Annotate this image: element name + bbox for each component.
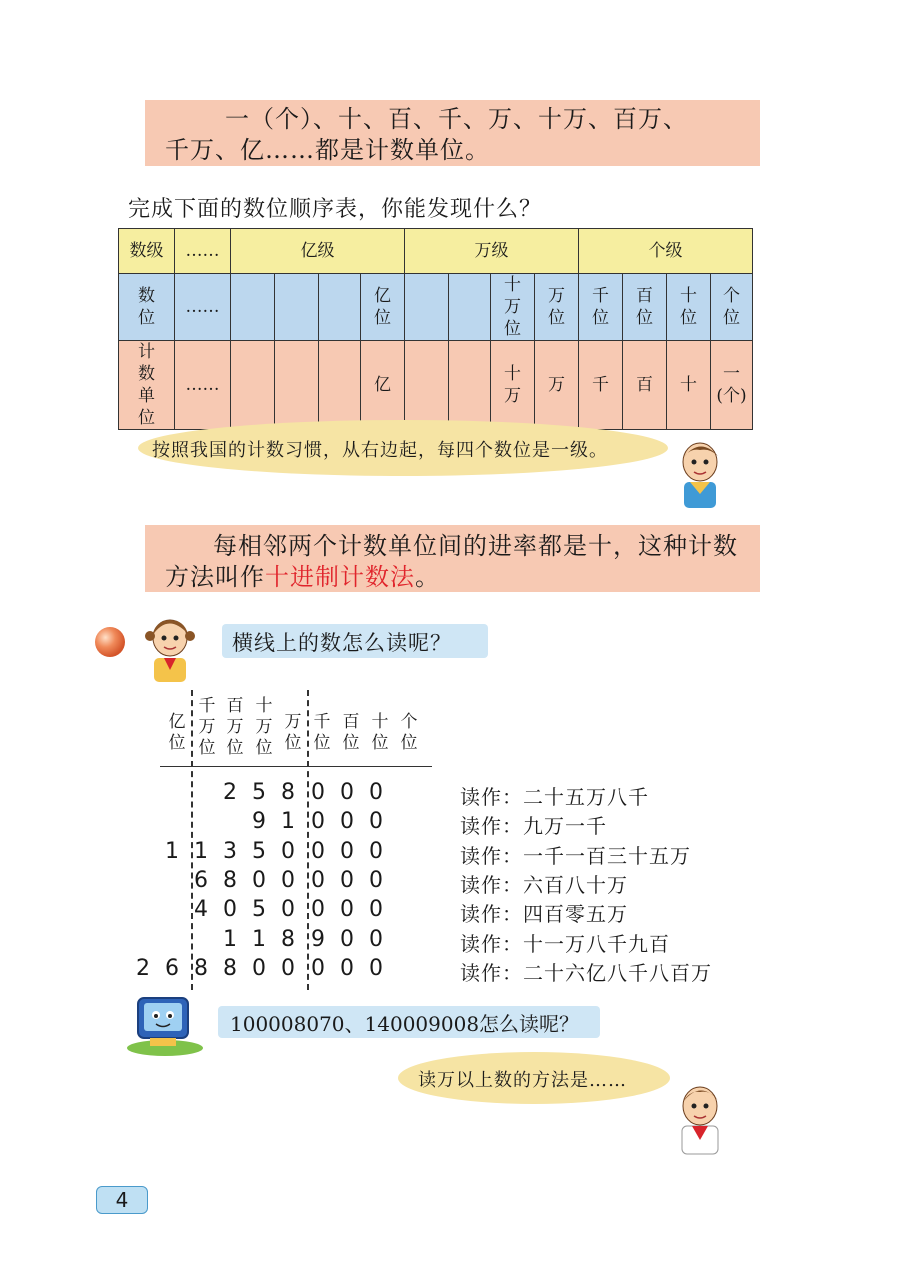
place-header: 个 位 bbox=[400, 712, 418, 753]
speech-text-method: 读万以上数的方法是…… bbox=[418, 1070, 627, 1091]
table-cell: 十 bbox=[667, 341, 711, 430]
table-row-levels bbox=[119, 229, 753, 274]
digit: 5 bbox=[252, 897, 266, 922]
digit: 0 bbox=[340, 839, 354, 864]
digit: 8 bbox=[223, 868, 237, 893]
table-cell bbox=[405, 274, 449, 341]
orange-ball-icon bbox=[94, 626, 126, 658]
speech-text-grouping: 按照我国的计数习惯，从右边起，每四个数位是一级。 bbox=[152, 440, 608, 461]
digit: 0 bbox=[311, 897, 325, 922]
digit: 9 bbox=[252, 809, 266, 834]
digit: 0 bbox=[340, 927, 354, 952]
digit: 0 bbox=[281, 839, 295, 864]
reading-text: 读作：九万一千 bbox=[460, 814, 607, 838]
digit: 6 bbox=[194, 868, 208, 893]
digit: 0 bbox=[369, 809, 383, 834]
digit: 0 bbox=[252, 956, 266, 981]
digit: 0 bbox=[369, 868, 383, 893]
table-cell: 亿级 bbox=[231, 229, 405, 274]
table-cell bbox=[275, 341, 319, 430]
reading-text: 读作：一千一百三十五万 bbox=[460, 844, 691, 868]
table-cell: 数 位 bbox=[119, 274, 175, 341]
table-cell bbox=[449, 274, 491, 341]
digit: 0 bbox=[340, 897, 354, 922]
table-cell: 数级 bbox=[119, 229, 175, 274]
table-cell: …… bbox=[175, 229, 231, 274]
digit: 0 bbox=[340, 809, 354, 834]
digit: 0 bbox=[369, 927, 383, 952]
reading-text: 读作：二十五万八千 bbox=[460, 785, 649, 809]
digit: 0 bbox=[340, 868, 354, 893]
highlight-term: 十进制计数法 bbox=[265, 563, 415, 591]
digit: 1 bbox=[281, 809, 295, 834]
reading-text: 读作：二十六亿八千八百万 bbox=[460, 961, 712, 985]
digit: 4 bbox=[194, 897, 208, 922]
digit: 0 bbox=[369, 839, 383, 864]
table-cell: 亿 bbox=[361, 341, 405, 430]
digit: 0 bbox=[311, 780, 325, 805]
place-header: 万 位 bbox=[284, 712, 302, 753]
speech-text-numbers: 100008070、140009008怎么读呢？ bbox=[230, 1012, 580, 1036]
table-cell: 百 位 bbox=[623, 274, 667, 341]
digit: 0 bbox=[369, 956, 383, 981]
place-header: 百 万 位 bbox=[226, 696, 244, 758]
boy-character-icon bbox=[670, 438, 730, 508]
digit: 5 bbox=[252, 780, 266, 805]
table-cell: 个 位 bbox=[711, 274, 753, 341]
digit: 0 bbox=[311, 956, 325, 981]
table-cell bbox=[319, 341, 361, 430]
table-cell: 万 bbox=[535, 341, 579, 430]
definition-line-2: 千万、亿……都是计数单位。 bbox=[165, 136, 490, 164]
table-cell: 计 数 单 位 bbox=[119, 341, 175, 430]
table-cell bbox=[231, 341, 275, 430]
digit: 0 bbox=[369, 780, 383, 805]
reading-text: 读作：十一万八千九百 bbox=[460, 932, 670, 956]
digit: 0 bbox=[281, 956, 295, 981]
table-cell: 十 万 bbox=[491, 341, 535, 430]
table-cell bbox=[405, 341, 449, 430]
girl-character-icon bbox=[140, 612, 202, 682]
digit: 0 bbox=[311, 809, 325, 834]
table-cell bbox=[275, 274, 319, 341]
definition-box-decimal bbox=[145, 525, 760, 592]
digit: 1 bbox=[194, 839, 208, 864]
place-header: 十 万 位 bbox=[255, 696, 273, 758]
definition-line-2 bbox=[165, 558, 440, 596]
table-cell: 万级 bbox=[405, 229, 579, 274]
digit: 0 bbox=[281, 868, 295, 893]
digit: 5 bbox=[252, 839, 266, 864]
definition-line-1: 一（个）、十、百、千、万、十万、百万、 bbox=[225, 105, 688, 133]
table-row-units bbox=[119, 341, 753, 430]
place-header: 千 位 bbox=[313, 712, 331, 753]
digit: 8 bbox=[281, 927, 295, 952]
digit: 0 bbox=[311, 868, 325, 893]
table-cell: 百 bbox=[623, 341, 667, 430]
digit: 0 bbox=[340, 956, 354, 981]
reading-text: 读作：六百八十万 bbox=[460, 873, 628, 897]
definition-box-units bbox=[145, 100, 760, 166]
speech-text-question: 横线上的数怎么读呢？ bbox=[232, 631, 452, 655]
table-cell: 千 位 bbox=[579, 274, 623, 341]
exercise-prompt: 完成下面的数位顺序表，你能发现什么？ bbox=[128, 197, 543, 222]
reading-text: 读作：四百零五万 bbox=[460, 902, 628, 926]
digit: 2 bbox=[223, 780, 237, 805]
digit: 2 bbox=[136, 956, 150, 981]
digit: 1 bbox=[223, 927, 237, 952]
table-cell: 十 位 bbox=[667, 274, 711, 341]
place-header: 百 位 bbox=[342, 712, 360, 753]
table-cell bbox=[319, 274, 361, 341]
table-cell: …… bbox=[175, 341, 231, 430]
definition-text: 方法叫作 bbox=[165, 563, 265, 591]
definition-text: 。 bbox=[415, 563, 440, 591]
place-header: 十 位 bbox=[371, 712, 389, 753]
digit: 0 bbox=[223, 897, 237, 922]
table-row-places bbox=[119, 274, 753, 341]
table-cell: 千 bbox=[579, 341, 623, 430]
place-header: 亿 位 bbox=[168, 712, 186, 753]
table-cell: 万 位 bbox=[535, 274, 579, 341]
definition-line-1: 每相邻两个计数单位间的进率都是十，这种计数 bbox=[213, 532, 738, 560]
table-cell: 个级 bbox=[579, 229, 753, 274]
digit: 8 bbox=[281, 780, 295, 805]
digit: 1 bbox=[165, 839, 179, 864]
digit: 0 bbox=[252, 868, 266, 893]
digit: 3 bbox=[223, 839, 237, 864]
place-value-table bbox=[118, 228, 753, 430]
page-number: 4 bbox=[96, 1186, 148, 1214]
digit: 8 bbox=[194, 956, 208, 981]
header-underline bbox=[160, 766, 432, 767]
table-cell: 十 万 位 bbox=[491, 274, 535, 341]
table-cell: …… bbox=[175, 274, 231, 341]
table-cell bbox=[449, 341, 491, 430]
table-cell: 一 (个) bbox=[711, 341, 753, 430]
place-header: 千 万 位 bbox=[198, 696, 216, 758]
digit: 6 bbox=[165, 956, 179, 981]
digit: 8 bbox=[223, 956, 237, 981]
digit: 0 bbox=[311, 839, 325, 864]
boy-character-icon bbox=[668, 1080, 730, 1156]
digit: 0 bbox=[281, 897, 295, 922]
digit: 0 bbox=[369, 897, 383, 922]
digit: 1 bbox=[252, 927, 266, 952]
digit: 9 bbox=[311, 927, 325, 952]
computer-character-icon bbox=[120, 990, 210, 1060]
table-cell bbox=[231, 274, 275, 341]
digit: 0 bbox=[340, 780, 354, 805]
table-cell: 亿 位 bbox=[361, 274, 405, 341]
